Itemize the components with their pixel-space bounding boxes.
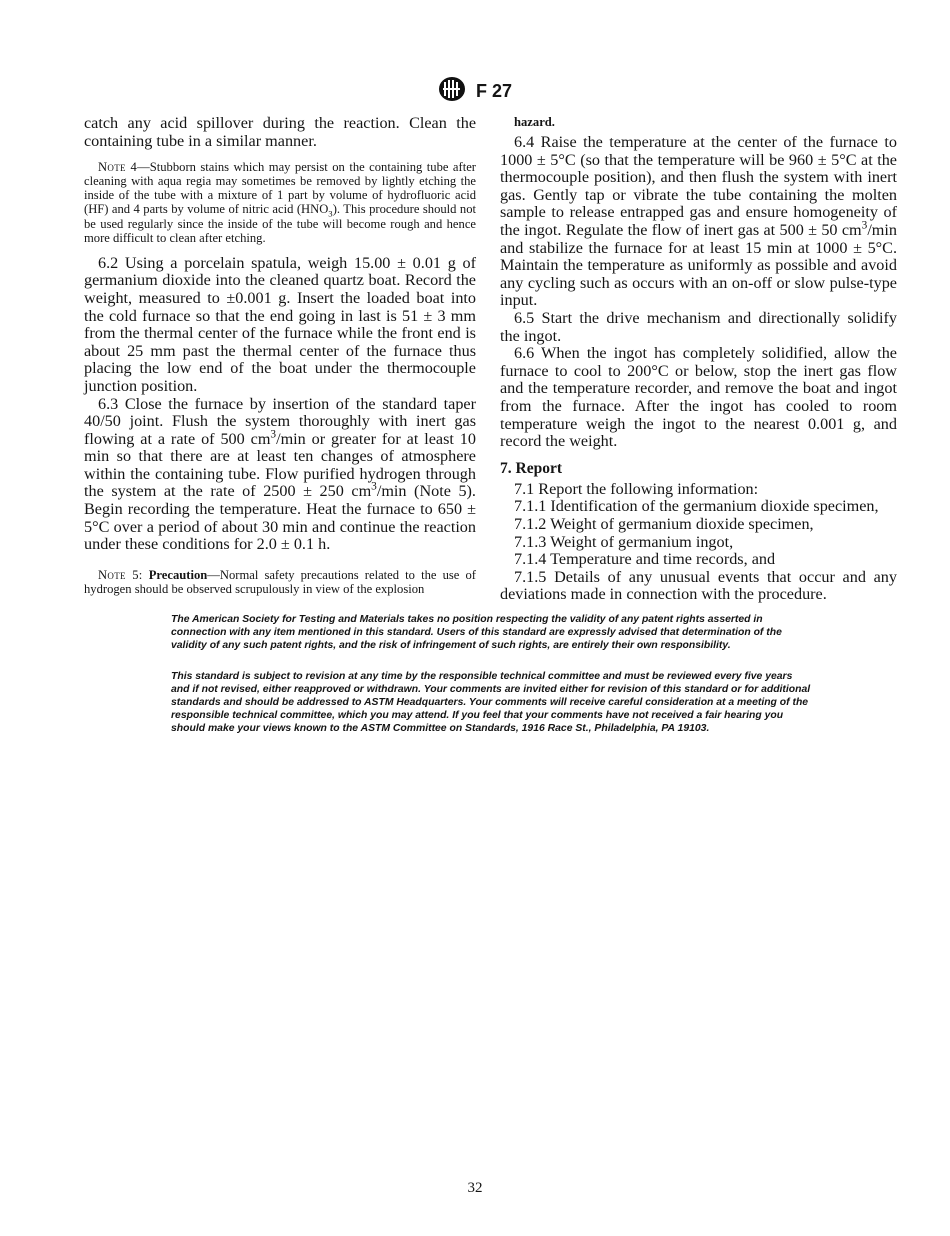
section-6-4-part-b: /min and stabilize the furnace for at least 15 min at 1000 ± 5°C. Maintain the temperature as uniformly as possible and avoid any cycling such as occurs with an on-off or slow pulse-type input. bbox=[500, 221, 897, 310]
section-6-6: 6.6 When the ingot has completely solidified, allow the furnace to cool to 200°C or below, stop the inert gas flow and the temperature recorder, and remove the boat and ingot from the furnace. After the ingot has cooled to room temperature weigh the ingot to the nearest 0.001 g, and record the weight. bbox=[500, 344, 897, 451]
section-6-4-sup: 3 bbox=[861, 219, 868, 232]
note-4-text: —Stubborn stains which may persist on the containing tube after cleaning with aqua regia may sometimes be removed by lightly etching the inside of the tube with a mixture of 1 part by volume of hydrofluoric acid (HF) and 4 parts by volume of nitric acid (HNO bbox=[84, 160, 476, 217]
note-4-label: Note 4 bbox=[98, 160, 138, 175]
section-6-3-part-a: 6.3 Close the furnace by insertion of the standard taper 40/50 joint. Flush the system thoroughly with inert gas flowing at a rate of 500 cm bbox=[84, 394, 476, 448]
note-5-label: Note 5: bbox=[98, 567, 143, 582]
standard-designation: F 27 bbox=[475, 81, 513, 101]
report-item: 7.1.5 Details of any unusual events that occur and any deviations made in connection with the procedure. bbox=[500, 567, 897, 604]
section-6-3-sup-2: 3 bbox=[371, 481, 377, 494]
note-5-text: —Normal safety precautions related to the use of hydrogen should be observed scrupulously in view of the explosion bbox=[84, 567, 476, 596]
section-6-3-sup-1: 3 bbox=[270, 428, 277, 441]
report-item: 7.1 Report the following information: bbox=[514, 479, 759, 498]
right-column bbox=[500, 115, 897, 604]
section-6-3-part-c: /min (Note 5). Begin recording the temperature. Heat the furnace to 650 ± 5°C over a period of about 30 min and continue the reaction under these conditions for 2.0 ± 0.1 h. bbox=[84, 482, 476, 554]
revision-statement: This standard is subject to revision at any time by the responsible technical committee and must be reviewed every five years and if not revised, either reapproved or withdrawn. Your comments are invited either for revision of this standard or for additional standards and should be addressed to ASTM Headquarters. Your comments will receive careful consideration at a meeting of the responsible technical committee, which you may attend. If you feel that your comments have not received a fair hearing you should make your views known to the ASTM Committee on Standards, 1916 Race St., Philadelphia, PA 19103. bbox=[171, 671, 811, 734]
patent-statement: The American Society for Testing and Materials takes no position respecting the validity of any patent rights asserted in connection with any item mentioned in this standard. Users of this standard are expressly advised that determination of the validity of any such patent rights, and the risk of infringement of such rights, are entirely their own responsibility. bbox=[171, 614, 782, 651]
section-6-4-part-a: 6.4 Raise the temperature at the center of the furnace to 1000 ± 5°C (so that the temperature will be 960 ± 5°C at the thermocouple position), and then flush the system with inert gas. Gently tap or vibrate the tube containing the molten sample to release entrapped gas and ensure homogeneity of the ingot. Regulate the flow of inert gas at 500 ± 50 cm bbox=[500, 133, 897, 240]
section-6-4 bbox=[500, 134, 897, 310]
report-item: 7.1.1 Identification of the germanium dioxide specimen, bbox=[514, 497, 879, 516]
note-5 bbox=[84, 568, 476, 596]
left-column bbox=[84, 115, 476, 596]
section-6-3 bbox=[84, 396, 476, 554]
note-4-subscript: 3 bbox=[328, 208, 333, 219]
report-item: 7.1.2 Weight of germanium dioxide specimen, bbox=[514, 514, 814, 533]
note-5-continued: hazard. bbox=[514, 115, 555, 129]
section-6-2: 6.2 Using a porcelain spatula, weigh 15.00 ± 0.01 g of germanium dioxide into the cleaned quartz boat. Record the weight, measured to ±0.001 g. Insert the loaded boat into the cold furnace so that the end going in last is 51 ± 3 mm from the thermal center of the furnace while the front end is about 25 mm past the thermal center of the furnace thus placing the low end of the boat under the thermocouple junction position. bbox=[84, 253, 476, 395]
section-6-3-part-b: /min or greater for at least 10 min so that there are at least ten changes of atmosphere within the containing tube. Flow purified hydrogen through the system at the rate of 2500 ± 250 cm bbox=[84, 429, 476, 501]
report-item: 7.1.3 Weight of germanium ingot, bbox=[514, 532, 734, 551]
paragraph-continued: catch any acid spillover during the reaction. Clean the containing tube in a similar manner. bbox=[84, 114, 476, 150]
note-4-tail: ). This procedure should not be used regularly since the inside of the tube will become rough and hence more difficult to clean after etching. bbox=[84, 202, 476, 245]
page-number: 32 bbox=[467, 1180, 483, 1196]
note-5-precaution: Precaution bbox=[148, 567, 208, 582]
report-item: 7.1.4 Temperature and time records, and bbox=[514, 550, 776, 569]
section-6-5: 6.5 Start the drive mechanism and directionally solidify the ingot. bbox=[500, 309, 897, 345]
section-7-heading: 7. Report bbox=[500, 459, 562, 477]
page-header bbox=[0, 76, 950, 106]
astm-logo-icon bbox=[438, 76, 466, 107]
note-4 bbox=[84, 160, 476, 245]
